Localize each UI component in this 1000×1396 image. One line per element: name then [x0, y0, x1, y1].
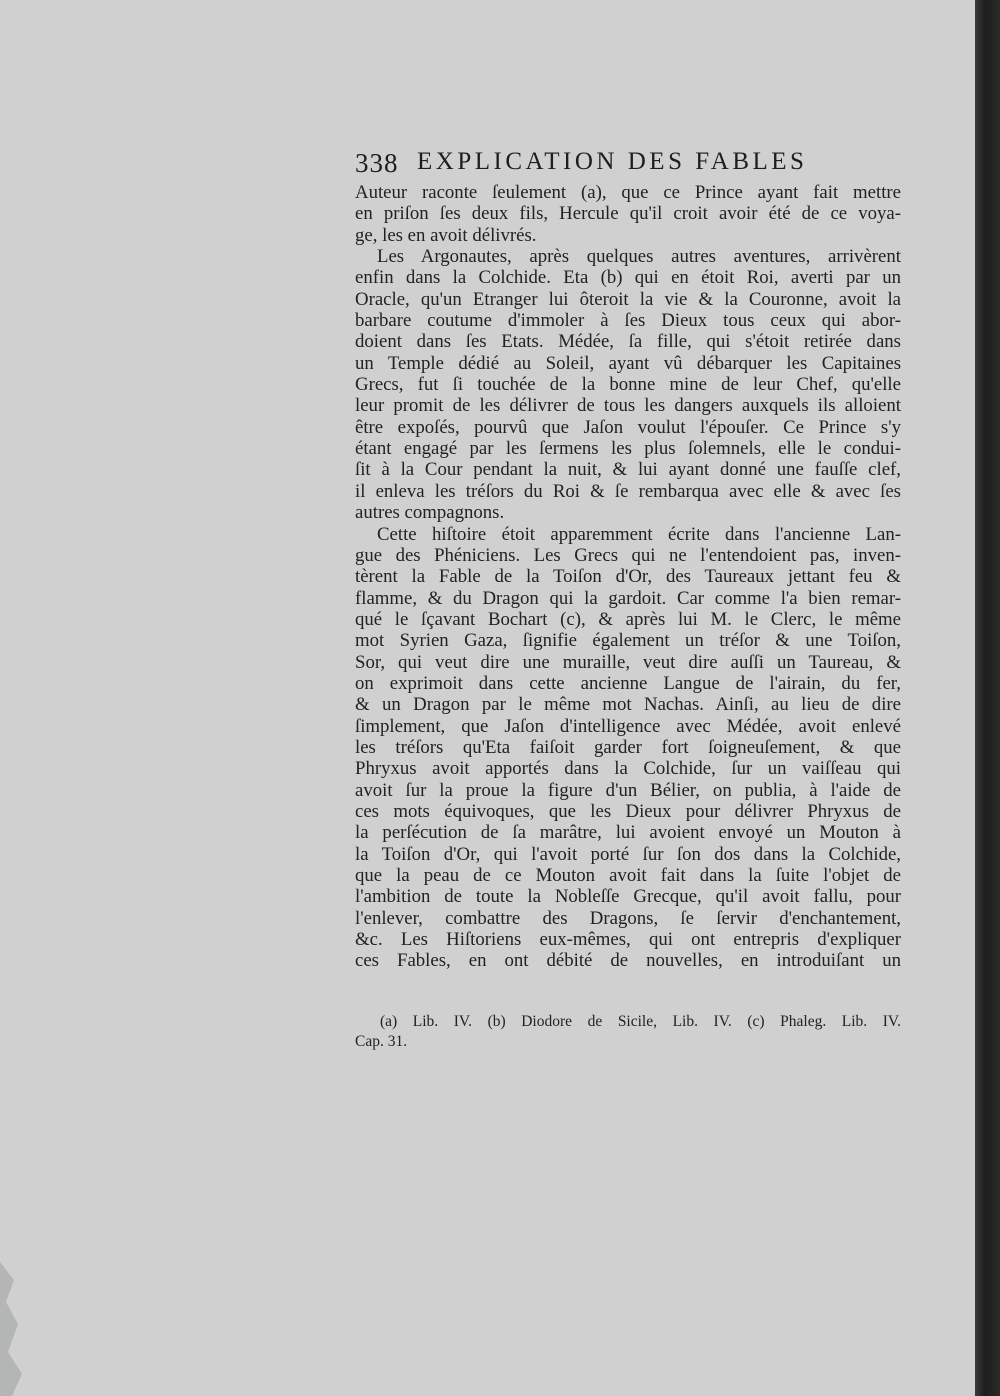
text-line: leur promit de les délivrer de tous les dangers auxquels ils alloient: [355, 395, 901, 417]
text-line: on exprimoit dans cette ancienne Langue de l'airain, du fer,: [355, 672, 901, 694]
text-line: gue des Phéniciens. Les Grecs qui ne l'entendoient pas, inven-: [355, 544, 901, 566]
text-line: un Temple dédié au Soleil, ayant vû débarquer les Capitaines: [355, 352, 901, 374]
running-title: EXPLICATION DES FABLES: [417, 148, 808, 175]
text-line: autres compagnons.: [355, 502, 505, 524]
page-header: [355, 148, 885, 180]
text-line: ces Fables, en ont débité de nouvelles, en introduiſant un: [355, 950, 901, 972]
text-line: qué le ſçavant Bochart (c), & après lui M. le Clerc, le même: [355, 608, 901, 630]
footnote-line: (a) Lib. IV. (b) Diodore de Sicile, Lib. IV. (c) Phaleg. Lib. IV.: [380, 1013, 901, 1030]
text-line: Auteur raconte ſeulement (a), que ce Prince ayant fait mettre: [355, 182, 901, 203]
text-line: Les Argonautes, après quelques autres aventures, arrivèrent: [377, 246, 901, 268]
text-line: ge, les en avoit délivrés.: [355, 224, 537, 246]
footnotes: [355, 1012, 901, 1052]
text-line: ſimplement, que Jaſon d'intelligence avec Médée, avoit enlevé: [355, 715, 901, 737]
text-line: tèrent la Fable de la Toiſon d'Or, des Taureaux jettant feu &: [355, 566, 901, 588]
body-text: [355, 182, 901, 972]
text-line: l'ambition de toute la Nobleſſe Grecque, qu'il avoit fallu, pour: [355, 886, 901, 908]
text-line: Phryxus avoit apportés dans la Colchide, ſur un vaiſſeau qui: [355, 758, 901, 780]
text-line: la Toiſon d'Or, qui l'avoit porté ſur ſon dos dans la Colchide,: [355, 843, 901, 865]
text-line: doient dans ſes Etats. Médée, ſa fille, qui s'étoit retirée dans: [355, 331, 901, 353]
text-line: Oracle, qu'un Etranger lui ôteroit la vie & la Couronne, avoit la: [355, 288, 901, 310]
page-number: 338: [355, 148, 399, 178]
text-line: ces mots équivoques, que les Dieux pour délivrer Phryxus de: [355, 800, 901, 822]
page-corner-wear: [0, 1262, 40, 1396]
text-line: & un Dragon par le même mot Nachas. Ainſi, au lieu de dire: [355, 694, 901, 716]
text-line: étant engagé par les ſermens les plus ſolemnels, elle le condui-: [355, 438, 901, 460]
text-line: les tréſors qu'Eta faiſoit garder fort ſoigneuſement, & que: [355, 736, 901, 758]
text-line: il enleva les tréſors du Roi & ſe rembarqua avec elle & avec ſes: [355, 480, 901, 502]
text-line: l'enlever, combattre des Dragons, ſe ſervir d'enchantement,: [355, 907, 901, 929]
text-line: avoit ſur la proue la figure d'un Bélier, on publia, à l'aide de: [355, 779, 901, 801]
binding-edge: [975, 0, 1000, 1396]
text-line: &c. Les Hiſtoriens eux-mêmes, qui ont entrepris d'expliquer: [355, 929, 901, 951]
text-line: enfin dans la Colchide. Eta (b) qui en étoit Roi, averti par un: [355, 267, 901, 289]
text-line: Cette hiſtoire étoit apparemment écrite dans l'ancienne Lan-: [377, 523, 901, 545]
text-line: Sor, qui veut dire une muraille, veut dire auſſi un Taureau, &: [355, 651, 901, 673]
text-line: en priſon ſes deux fils, Hercule qu'il croit avoir été de ce voya-: [355, 203, 901, 225]
text-line: flamme, & du Dragon qui la gardoit. Car comme l'a bien remar-: [355, 587, 901, 609]
text-line: ſit à la Cour pendant la nuit, & lui ayant donné une fauſſe clef,: [355, 459, 901, 481]
footnote-line: Cap. 31.: [355, 1033, 408, 1050]
text-line: barbare coutume d'immoler à ſes Dieux tous ceux qui abor-: [355, 310, 901, 332]
text-line: être expoſés, pourvû que Jaſon voulut l'épouſer. Ce Prince s'y: [355, 416, 901, 438]
text-line: Grecs, fut ſi touchée de la bonne mine de leur Chef, qu'elle: [355, 374, 901, 396]
text-line: mot Syrien Gaza, ſignifie également un tréſor & une Toiſon,: [355, 630, 901, 652]
text-line: la perſécution de ſa marâtre, lui avoient envoyé un Mouton à: [355, 822, 901, 844]
text-line: que la peau de ce Mouton avoit fait dans la ſuite l'objet de: [355, 865, 901, 886]
